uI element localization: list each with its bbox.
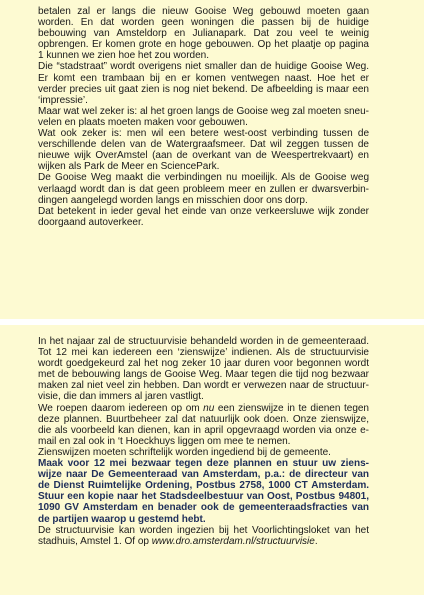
paragraph-call-to-action <box>38 403 369 447</box>
where-to-view-text: De structuurvisie kan worden ingezien bij het Voorlichtingsloket van het stadhuis, Amstel 1. Of op <box>38 524 369 547</box>
paragraph-new-buildings: betalen zal er langs die nieuw Gooise Weg gebouwd moeten gaan worden. En dat worden geen woningen die passen bij de huidige bebouwing van Amsteldorp en Julianapark. Dat zou veel te weinig opbrengen. Er komen grote en hoge gebouwen. Op het plaatje op pagina 1 kunnen we zien hoe het zou worden. <box>38 6 369 62</box>
paragraph-stadstraat: Die “stadstraat” wordt overigens niet smaller dan de huidige Gooise Weg. Er komt een trambaan bij en er komen ventwegen naast. Hoe het er verder precies uit gaat zien is nog niet bekend. De afbeelding is maar een ‘impressie’. <box>38 61 369 106</box>
paragraph-end-of-quiet-neighbourhood: Dat betekent in ieder geval het einde van onze verkeersluwe wijk zonder doorgaand autoverkeer. <box>38 205 369 228</box>
section-divider <box>0 319 424 325</box>
article-section-2 <box>38 336 369 547</box>
paragraph-west-east-connection: Wat ook zeker is: men wil een betere west-oost verbinding tussen de verschillende delen van de Watergraafsmeer. Dat wil zeggen tussen de nieuwe wijk OverAmstel (aan de overkant van de Weespertrekvaart) en wijken als Park de Meer en SciencePark. <box>38 128 369 173</box>
paragraph-submission-addresses: Maak voor 12 mei bezwaar tegen deze plannen en stuur uw zienswijze naar De Gemeenteraad van Amsterdam, p.a.: de directeur van de Dienst Ruimtelijke Ordening, Postbus 2758, 1000 CT Amsterdam. Stuur een kopie naar het Stadsdeelbestuur van Oost, Postbus 94801, 1090 GV Amsterdam en benader ook de gemeenteraadsfracties van de partijen waarop u gestemd hebt. <box>38 458 369 525</box>
structure-vision-link[interactable]: www.dro.amsterdam.nl/structuurvisie <box>151 535 315 547</box>
article-section-1 <box>38 6 369 228</box>
call-to-action-rest: een zienswijze in te dienen tegen deze plannen. Buurtbeheer zal dat natuurlijk ook doen. Onze zienswijze, die als voorbeeld kan dienen, kan in april opgevraagd worden via onze e-mail en zal ook in ‘t Hoeckhuys liggen om mee te nemen. <box>38 402 369 447</box>
paragraph-greenery: Maar wat wel zeker is: al het groen langs de Gooise weg zal moeten sneuvelen en plaats moeten maken voor gebouwen. <box>38 105 369 128</box>
paragraph-structure-vision-timeline: In het najaar zal de structuurvisie behandeld worden in de gemeenteraad. Tot 12 mei kan iedereen een ‘zienswijze’ indienen. Als de structuurvisie wordt goedgekeurd zal het nog zeker 10 jaar duren voor begonnen wordt met de bebouwing langs de Gooise Weg. Maar tegen die tijd nog bezwaar maken zal niet veel zin hebben. Dan wordt er verwezen naar de structuurvisie, die dan immers al jaren vastligt. <box>38 336 369 403</box>
paragraph-cross-connections: De Gooise Weg maakt die verbindingen nu moeilijk. Als de Gooise weg verlaagd wordt dan is dat geen probleem meer en zullen er dwarsverbindingen aangelegd worden langs en misschien door ons dorp. <box>38 172 369 206</box>
where-to-view-end: . <box>314 535 318 547</box>
paragraph-where-to-view <box>38 525 369 547</box>
paragraph-written-submission: Zienswijzen moeten schriftelijk worden ingediend bij de gemeente. <box>38 446 331 458</box>
call-to-action-start: We roepen daarom iedereen op om <box>38 402 204 414</box>
emphasis-now: nu <box>203 402 215 414</box>
